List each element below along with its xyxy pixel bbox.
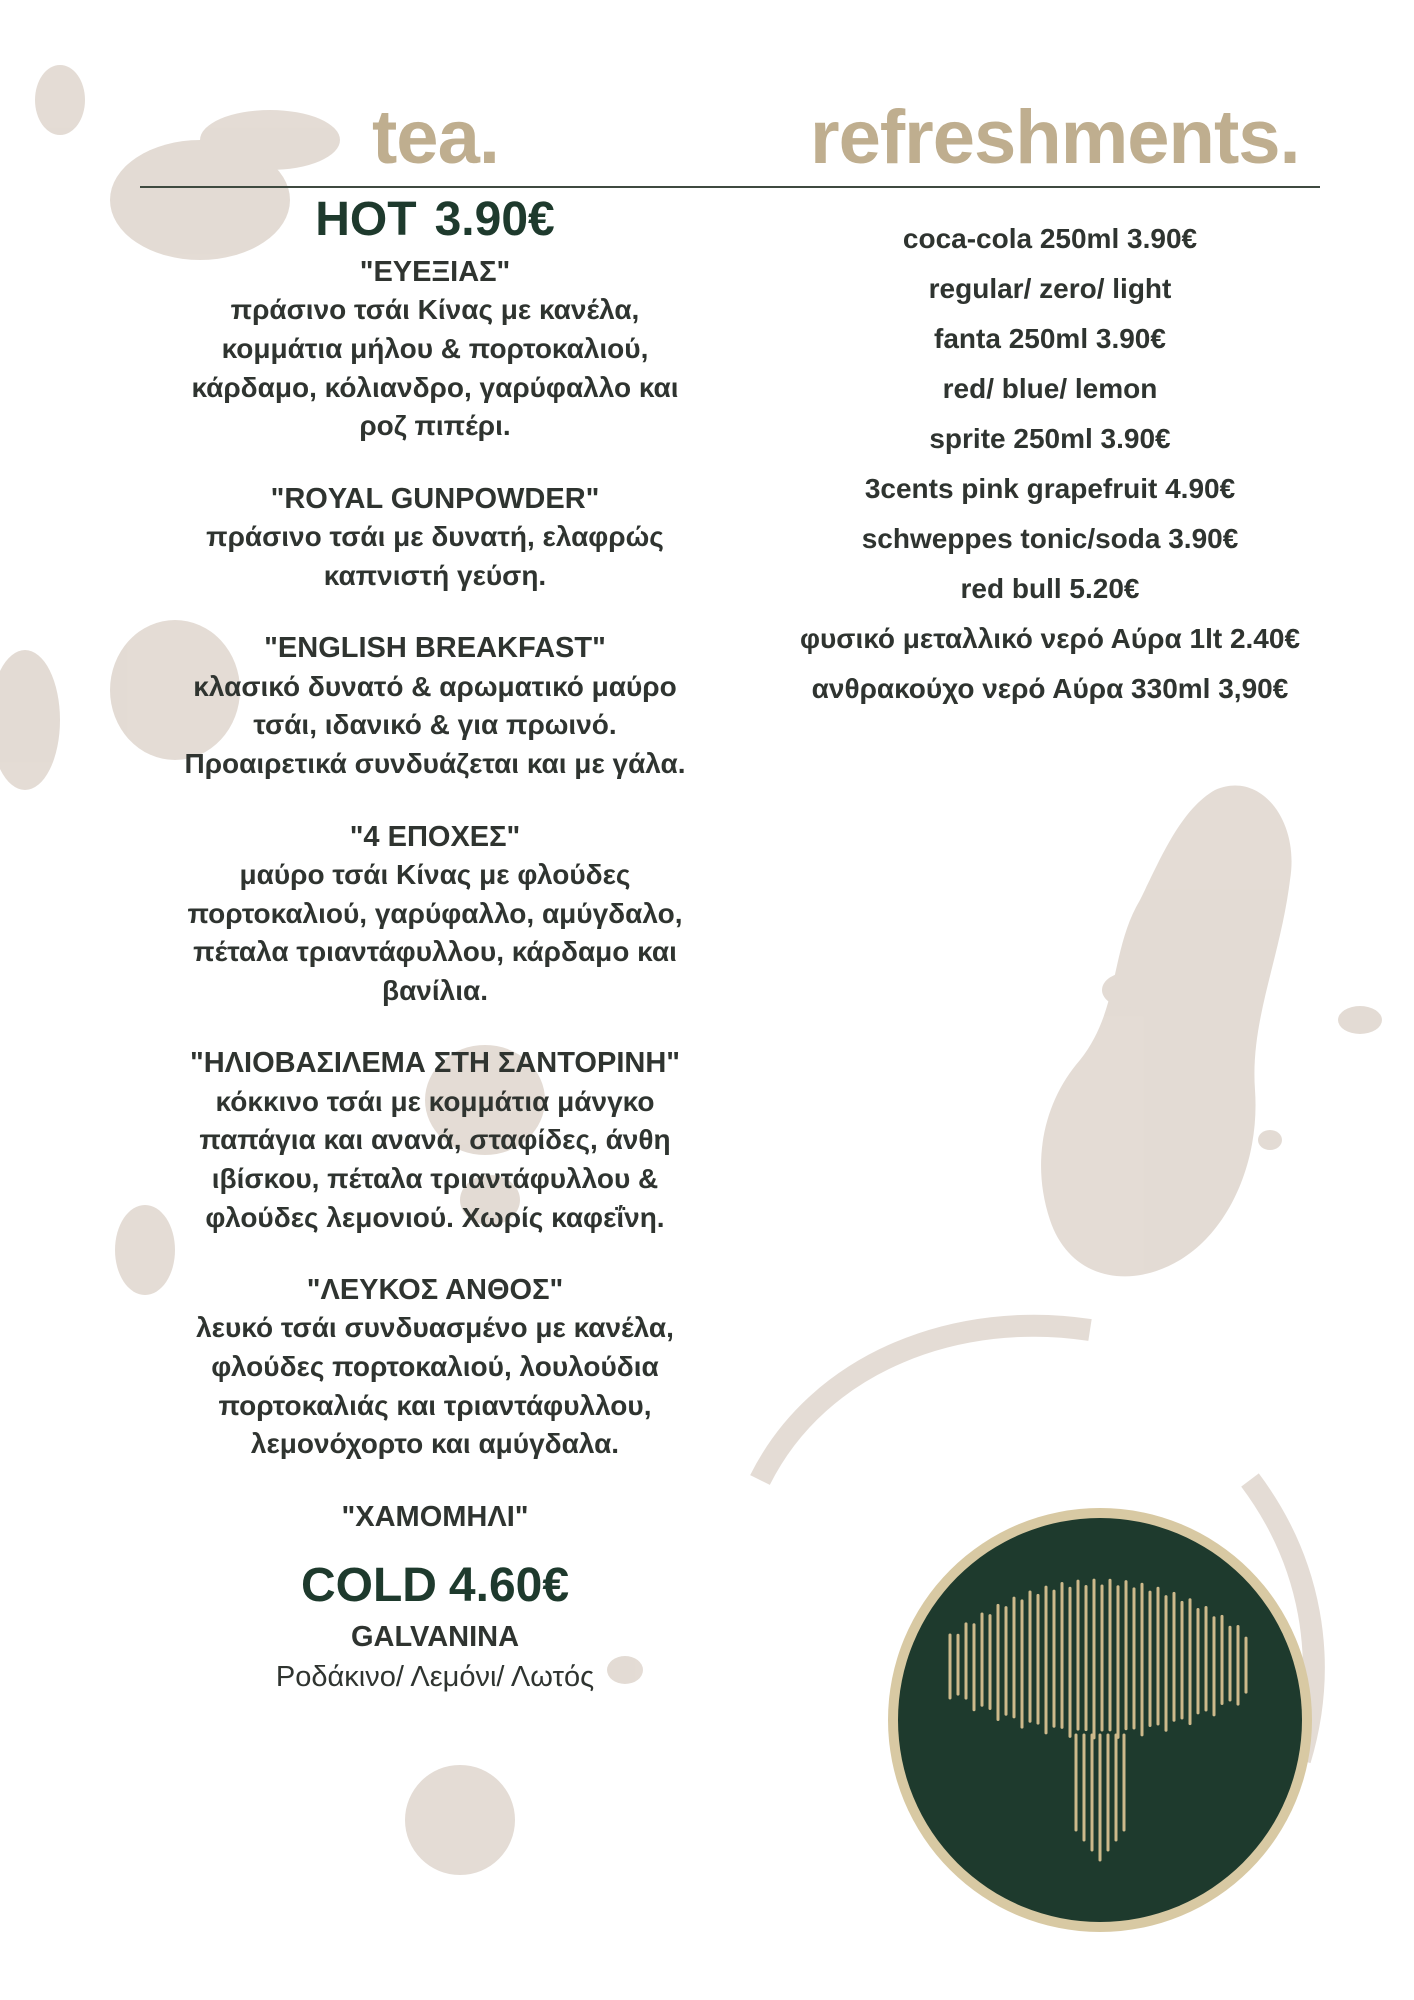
- tea-item-name: "ΧΑΜΟΜΗΛΙ": [341, 1500, 529, 1533]
- refreshment-item: schweppes tonic/soda 3.90€: [861, 523, 1239, 554]
- tea-item: [150, 818, 720, 1011]
- cold-label: COLD: [300, 1559, 437, 1613]
- tea-item-description: κόκκινο τσάι με κομμάτια μάνγκο παπάγια και ανανά, σταφίδες, άνθη ιβίσκου, πέταλα τριαντάφυλλου & φλούδες λεμονιού. Χωρίς καφεΐνη.: [199, 1085, 671, 1233]
- tea-item: [150, 1044, 720, 1237]
- hot-label: HOT: [315, 193, 417, 246]
- refreshment-item: fanta 250ml 3.90€: [934, 323, 1166, 354]
- refreshment-item: φυσικό μεταλλικό νερό Αύρα 1lt 2.40€: [799, 623, 1301, 654]
- tea-item-description: πράσινο τσάι Κίνας με κανέλα, κομμάτια μήλου & πορτοκαλιού, κάρδαμο, κόλιανδρο, γαρύφαλλο και ροζ πιπέρι.: [191, 294, 679, 442]
- ginkgo-leaf-logo-icon: [880, 1500, 1320, 1940]
- tea-section-title: tea.: [372, 95, 499, 180]
- tea-item-description: πράσινο τσάι με δυνατή, ελαφρώς καπνιστή γεύση.: [206, 521, 664, 591]
- tea-item-name: "ΛΕΥΚΟΣ ΑΝΘΟΣ": [306, 1274, 564, 1307]
- tea-item: [150, 629, 720, 783]
- cold-tea-flavors: Ροδάκινο/ Λεμόνι/ Λωτός: [275, 1661, 595, 1694]
- refreshment-item: coca-cola 250ml 3.90€: [902, 223, 1198, 254]
- refreshments-column: [770, 214, 1330, 714]
- tea-item-description: κλασικό δυνατό & αρωματικό μαύρο τσάι, ιδανικό & για πρωινό. Προαιρετικά συνδυάζεται και με γάλα.: [184, 670, 686, 779]
- refreshment-item: 3cents pink grapefruit 4.90€: [864, 473, 1236, 504]
- tea-item-description: μαύρο τσάι Κίνας με φλούδες πορτοκαλιού, γαρύφαλλο, αμύγδαλο, πέταλα τριαντάφυλλου, κάρδαμο και βανίλια.: [187, 858, 683, 1006]
- tea-item-description: λευκό τσάι συνδυασμένο με κανέλα, φλούδες πορτοκαλιού, λουλούδια πορτοκαλιάς και τριαντάφυλλου, λεμονόχορτο και αμύγδαλα.: [196, 1312, 674, 1460]
- refreshment-item: regular/ zero/ light: [928, 273, 1172, 304]
- tea-item-name: "4 ΕΠΟΧΕΣ": [349, 820, 521, 853]
- tea-item: [150, 1271, 720, 1464]
- refreshment-item: red/ blue/ lemon: [942, 373, 1158, 404]
- tea-item-name: "ΗΛΙΟΒΑΣΙΛΕΜΑ ΣΤΗ ΣΑΝΤΟΡΙΝΗ": [189, 1047, 681, 1080]
- tea-item: [150, 253, 720, 446]
- refreshment-item: ανθρακούχο νερό Αύρα 330ml 3,90€: [811, 673, 1289, 704]
- hot-price: 3.90€: [434, 193, 555, 246]
- hot-tea-heading: [150, 192, 720, 247]
- cold-tea-brand: GALVANINA: [350, 1621, 520, 1654]
- tea-column: [150, 192, 720, 1697]
- tea-item-name: "ENGLISH BREAKFAST": [264, 632, 606, 665]
- tea-item: [150, 1498, 720, 1536]
- refreshment-item: sprite 250ml 3.90€: [929, 423, 1171, 454]
- tea-item: [150, 480, 720, 596]
- refreshments-section-title: refreshments.: [810, 95, 1300, 180]
- cold-price: 4.60€: [448, 1559, 570, 1613]
- tea-item-name: "ROYAL GUNPOWDER": [270, 482, 600, 515]
- cold-tea-heading: [150, 1558, 720, 1613]
- header-divider: [140, 186, 1320, 188]
- tea-item-name: "ΕΥΕΞΙΑΣ": [359, 256, 511, 289]
- refreshment-item: red bull 5.20€: [960, 573, 1140, 604]
